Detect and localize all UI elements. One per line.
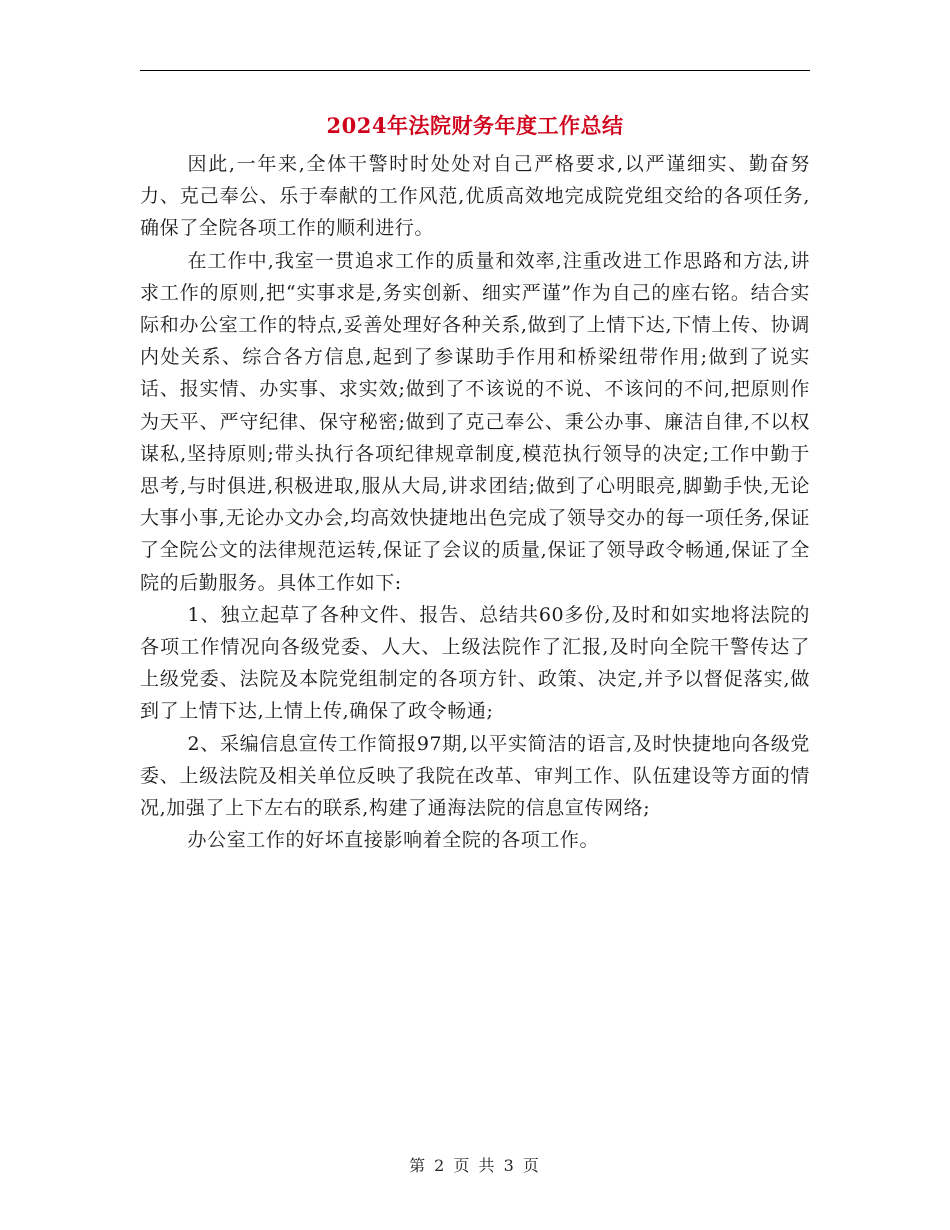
paragraph-closing: 办公室工作的好坏直接影响着全院的各项工作。 (187, 829, 600, 852)
paragraph-work-principles: 在工作中,我室一贯追求工作的质量和效率,注重改进工作思路和方法,讲求工作的原则,把“实事求是,务实创新、细实严谨”作为自己的座右铭。结合实际和办公室工作的特点,妥善处理好各种关系,做到了上情下达,下情上传、协调内处关系、综合各方信息,起到了参谋助手作用和桥梁纽带作用;做到了说实话、报实情、办实事、求实效;做到了不该说的不说、不该问的不问,把原则作为天平、严守纪律、保守秘密;做到了克己奉公、秉公办事、廉洁自律,不以权谋私,坚持原则;带头执行各项纪律规章制度,模范执行领导的决定;工作中勤于思考,与时俱进,积极进取,服从大局,讲求团结;做到了心明眼亮,脚勤手快,无论大事小事,无论办文办会,均高效快捷地出色完成了领导交办的每一项任务,保证了全院公文的法律规范运转,保证了会议的质量,保证了领导政令畅通,保证了全院的后勤服务。具体工作如下: (140, 249, 810, 594)
page-footer: 第 2 页 共 3 页 (409, 1156, 541, 1175)
document-body (140, 148, 810, 856)
paragraph-item-1: 1、独立起草了各种文件、报告、总结共60多份,及时和如实地将法院的各项工作情况向各级党委、人大、上级法院作了汇报,及时向全院干警传达了上级党委、法院及本院党组制定的各项方针、政策、决定,并予以督促落实,做到了上情下达,上情上传,确保了政令畅通; (140, 603, 810, 723)
document-title: 2024年法院财务年度工作总结 (326, 113, 624, 138)
header-rule (140, 70, 810, 71)
paragraph-item-2: 2、采编信息宣传工作简报97期,以平实简洁的语言,及时快捷地向各级党委、上级法院及相关单位反映了我院在改革、审判工作、队伍建设等方面的情况,加强了上下左右的联系,构建了通海法院的信息宣传网络; (140, 732, 810, 820)
paragraph-intro: 因此,一年来,全体干警时时处处对自己严格要求,以严谨细实、勤奋努力、克己奉公、乐于奉献的工作风范,优质高效地完成院党组交给的各项任务,确保了全院各项工作的顺利进行。 (140, 153, 810, 240)
